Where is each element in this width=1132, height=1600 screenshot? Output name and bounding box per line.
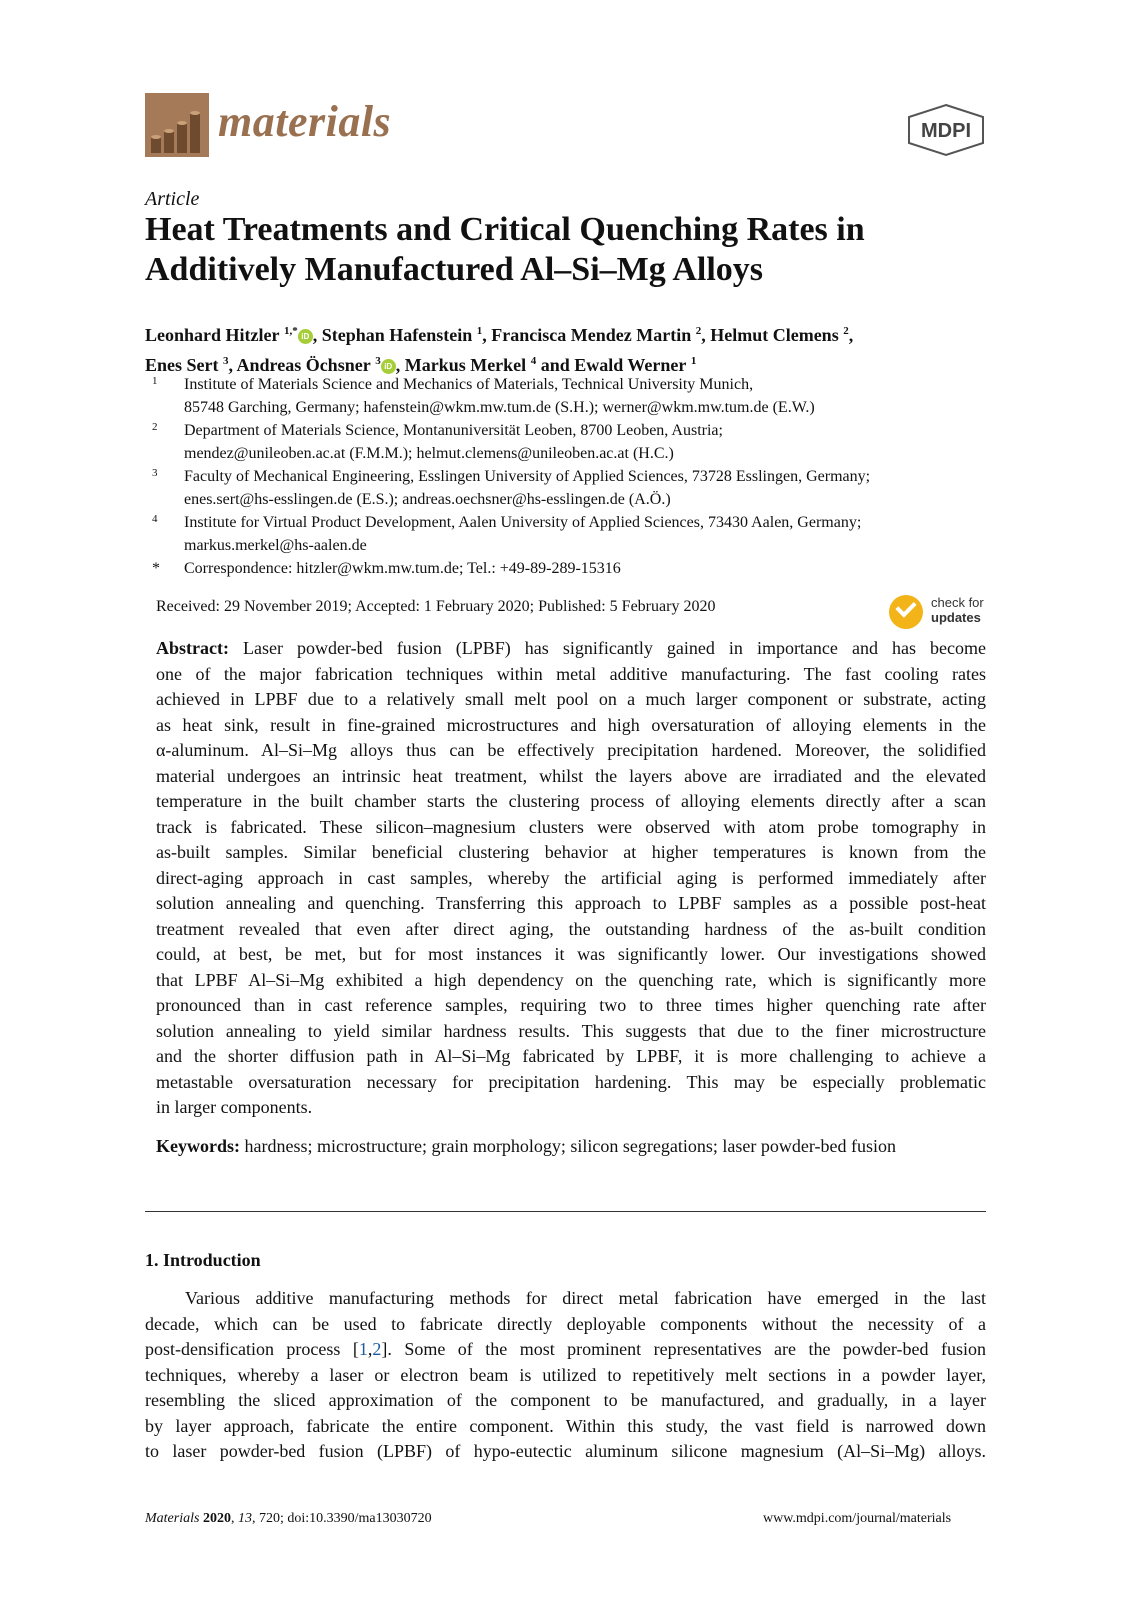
abstract-line: one of the major fabrication techniques within metal additive manufacturing. The fast cooling rates bbox=[156, 663, 986, 684]
author-and: and bbox=[536, 355, 575, 375]
author-name[interactable]: Helmut Clemens bbox=[710, 325, 839, 345]
author-line: Leonhard Hitzler $^{1,*}$ iD , Stephan Hafenstein $^1$, Francisca Mendez Martin $^2$, Helmut Clemens $^2$, bbox=[145, 325, 854, 345]
body-line: to laser powder-bed fusion (LPBF) of hypo-eutectic aluminum silicone magnesium (Al–Si–Mg) alloys. bbox=[145, 1441, 986, 1461]
affiliation-number: 1 bbox=[152, 375, 158, 387]
abstract-line: track is fabricated. These silicon–magnesium clusters were observed with atom probe tomography in bbox=[156, 816, 986, 837]
abstract-line: in larger components. bbox=[156, 1097, 313, 1117]
author-affil-sup: 1 bbox=[476, 325, 483, 337]
abstract-line: temperature in the built chamber starts the clustering process of alloying elements directly after a scan bbox=[156, 791, 986, 811]
affiliation-item bbox=[152, 373, 992, 419]
citation-separator: , bbox=[367, 1339, 373, 1359]
author-separator: , bbox=[228, 355, 237, 375]
affiliation-line: Institute of Materials Science and Mechanics of Materials, Technical University Munich, bbox=[184, 376, 754, 393]
publisher-name: MDPI bbox=[921, 120, 971, 142]
abstract-label: Abstract: bbox=[156, 638, 229, 658]
author-separator: , bbox=[701, 325, 711, 345]
footer-volume: 13 bbox=[237, 1511, 252, 1526]
body-line: decade, which can be used to fabricate directly deployable components without the necessity of a bbox=[145, 1313, 986, 1334]
author-separator: , bbox=[312, 325, 322, 345]
citation-footer: Materials 2020, 13, 720; doi:10.3390/ma13030720 bbox=[145, 1511, 432, 1526]
author-name[interactable]: Andreas Öchsner bbox=[236, 355, 371, 375]
affiliation-line: 85748 Garching, Germany; hafenstein@wkm.mw.tum.de (S.H.); werner@wkm.mw.tum.de (E.W.) bbox=[184, 399, 815, 416]
abstract-text: Laser powder-bed fusion (LPBF) has significantly gained in importance and has become bbox=[228, 638, 986, 658]
section-divider bbox=[145, 1211, 986, 1212]
author-name[interactable]: Markus Merkel bbox=[404, 355, 527, 375]
introduction-body bbox=[145, 1286, 986, 1465]
author-name[interactable]: Stephan Hafenstein bbox=[321, 325, 473, 345]
abstract-line: as heat sink, result in fine-grained microstructures and high oversaturation of alloying elements in the bbox=[156, 714, 986, 735]
affiliation-number: 2 bbox=[152, 421, 158, 433]
check-updates-line2: updates bbox=[931, 610, 981, 625]
author-affil-sup: 1,* bbox=[283, 325, 298, 337]
footer-journal: Materials bbox=[145, 1511, 200, 1526]
abstract-line bbox=[156, 636, 986, 662]
author-affil-sup: 4 bbox=[530, 355, 537, 367]
author-list bbox=[145, 318, 985, 378]
abstract-line: material undergoes an intrinsic heat treatment, whilst the layers above are irradiated and the elevated bbox=[156, 765, 986, 786]
author-name[interactable]: Ewald Werner bbox=[574, 355, 687, 375]
abstract-line: that LPBF Al–Si–Mg exhibited a high dependency on the quenching rate, which is significantly more bbox=[156, 969, 986, 990]
abstract-line: could, at best, be met, but for most instances it was significantly lower. Our investigations showed bbox=[156, 944, 986, 964]
correspondence-item bbox=[152, 557, 992, 580]
affiliation-line: Department of Materials Science, Montanuniversität Leoben, 8700 Leoben, Austria; bbox=[184, 422, 723, 439]
citation-link[interactable]: 2 bbox=[372, 1339, 382, 1359]
author-affil-sup: 2 bbox=[695, 325, 702, 337]
journal-logo-icon bbox=[145, 93, 209, 157]
body-line bbox=[145, 1337, 986, 1363]
check-updates-line1: check for bbox=[931, 595, 984, 610]
abstract-line: achieved in LPBF due to a relatively small melt pool on a much larger component or substrate, acting bbox=[156, 689, 986, 709]
abstract-line: metastable oversaturation necessary for precipitation hardening. This may be especially problematic bbox=[156, 1071, 986, 1092]
journal-url-link[interactable]: www.mdpi.com/journal/materials bbox=[763, 1511, 952, 1526]
abstract-line: solution annealing to yield similar hardness results. This suggests that due to the finer microstructure bbox=[156, 1020, 986, 1041]
author-affil-sup: 2 bbox=[843, 325, 849, 337]
author-separator: , bbox=[482, 325, 492, 345]
mdpi-logo bbox=[905, 103, 987, 157]
abstract-line: as-built samples. Similar beneficial clustering behavior at higher temperatures is known from the bbox=[156, 842, 986, 862]
footer-year: 2020 bbox=[202, 1511, 231, 1526]
footer-doi: , 720; doi:10.3390/ma13030720 bbox=[251, 1511, 432, 1526]
affiliation-item bbox=[152, 511, 992, 557]
author-affil-sup: 1 bbox=[690, 355, 697, 367]
abstract-line: pronounced than in cast reference samples, requiring two to three times higher quenching rate after bbox=[156, 995, 986, 1015]
keywords bbox=[156, 1136, 986, 1157]
affiliation-line: enes.sert@hs-esslingen.de (E.S.); andreas.oechsner@hs-esslingen.de (A.Ö.) bbox=[184, 491, 671, 508]
checkmark-icon bbox=[889, 595, 923, 629]
affiliation-number: * bbox=[152, 560, 160, 577]
article-type: Article bbox=[145, 188, 200, 210]
author-name[interactable]: Leonhard Hitzler bbox=[145, 325, 280, 345]
section-heading: 1. Introduction bbox=[145, 1250, 261, 1270]
body-text: post-densification process [ bbox=[145, 1339, 359, 1359]
abstract-line: α-aluminum. Al–Si–Mg alloys thus can be effectively precipitation hardened. Moreover, the solidified bbox=[156, 740, 986, 760]
check-for-updates-button[interactable] bbox=[889, 595, 999, 635]
affiliation-number: 3 bbox=[152, 467, 158, 479]
body-line: techniques, whereby a laser or electron beam is utilized to repetitively melt sections in a powder layer, bbox=[145, 1364, 986, 1385]
abstract-line: and the shorter diffusion path in Al–Si–Mg fabricated by LPBF, it is more challenging to achieve a bbox=[156, 1046, 986, 1066]
affiliation-list bbox=[152, 373, 992, 580]
affiliation-line: Institute for Virtual Product Development, Aalen University of Applied Sciences, 73430 Aalen, Germany; bbox=[184, 514, 862, 531]
author-affil-sup: 3 bbox=[375, 355, 381, 367]
abstract-line: treatment revealed that even after direct aging, the outstanding hardness of the as-built condition bbox=[156, 918, 986, 939]
affiliation-line: Faculty of Mechanical Engineering, Esslingen University of Applied Sciences, 73728 Esslingen, Germany; bbox=[184, 468, 871, 485]
affiliation-item bbox=[152, 419, 992, 465]
article-title bbox=[145, 210, 985, 290]
orcid-icon[interactable]: iD bbox=[381, 359, 396, 374]
affiliation-line: mendez@unileoben.ac.at (F.M.M.); helmut.clemens@unileoben.ac.at (H.C.) bbox=[184, 445, 674, 462]
author-separator: , bbox=[395, 355, 405, 375]
author-affil-sup: 3 bbox=[223, 355, 229, 367]
keywords-text: hardness; microstructure; grain morphology; silicon segregations; laser powder-bed fusion bbox=[240, 1136, 896, 1156]
author-name[interactable]: Enes Sert bbox=[145, 355, 219, 375]
title-line: Additively Manufactured Al–Si–Mg Alloys bbox=[145, 251, 764, 288]
author-name[interactable]: Francisca Mendez Martin bbox=[491, 325, 692, 345]
citation-link[interactable]: 1 bbox=[358, 1339, 368, 1359]
orcid-icon[interactable]: iD bbox=[298, 329, 313, 344]
keywords-label: Keywords: bbox=[156, 1136, 240, 1156]
body-line: by layer approach, fabricate the entire component. Within this study, the vast field is narrowed down bbox=[145, 1415, 986, 1436]
body-text: ]. Some of the most prominent representatives are the powder-bed fusion bbox=[381, 1339, 986, 1359]
affiliation-item bbox=[152, 465, 992, 511]
affiliation-line: markus.merkel@hs-aalen.de bbox=[184, 537, 367, 554]
correspondence-line: Correspondence: hitzler@wkm.mw.tum.de; Tel.: +49-89-289-15316 bbox=[184, 560, 621, 577]
body-line: resembling the sliced approximation of the component to be manufactured, and gradually, in a layer bbox=[145, 1390, 986, 1410]
journal-name: materials bbox=[218, 97, 392, 146]
body-line: Various additive manufacturing methods for direct metal fabrication have emerged in the last bbox=[185, 1288, 986, 1308]
abstract bbox=[156, 636, 986, 1121]
title-line: Heat Treatments and Critical Quenching Rates in bbox=[145, 211, 865, 248]
abstract-line: direct-aging approach in cast samples, whereby the artificial aging is performed immediately after bbox=[156, 867, 986, 888]
affiliation-number: 4 bbox=[152, 513, 158, 525]
abstract-line: solution annealing and quenching. Transferring this approach to LPBF samples as a possible post-heat bbox=[156, 893, 986, 913]
publication-dates: Received: 29 November 2019; Accepted: 1 February 2020; Published: 5 February 2020 bbox=[156, 598, 716, 615]
